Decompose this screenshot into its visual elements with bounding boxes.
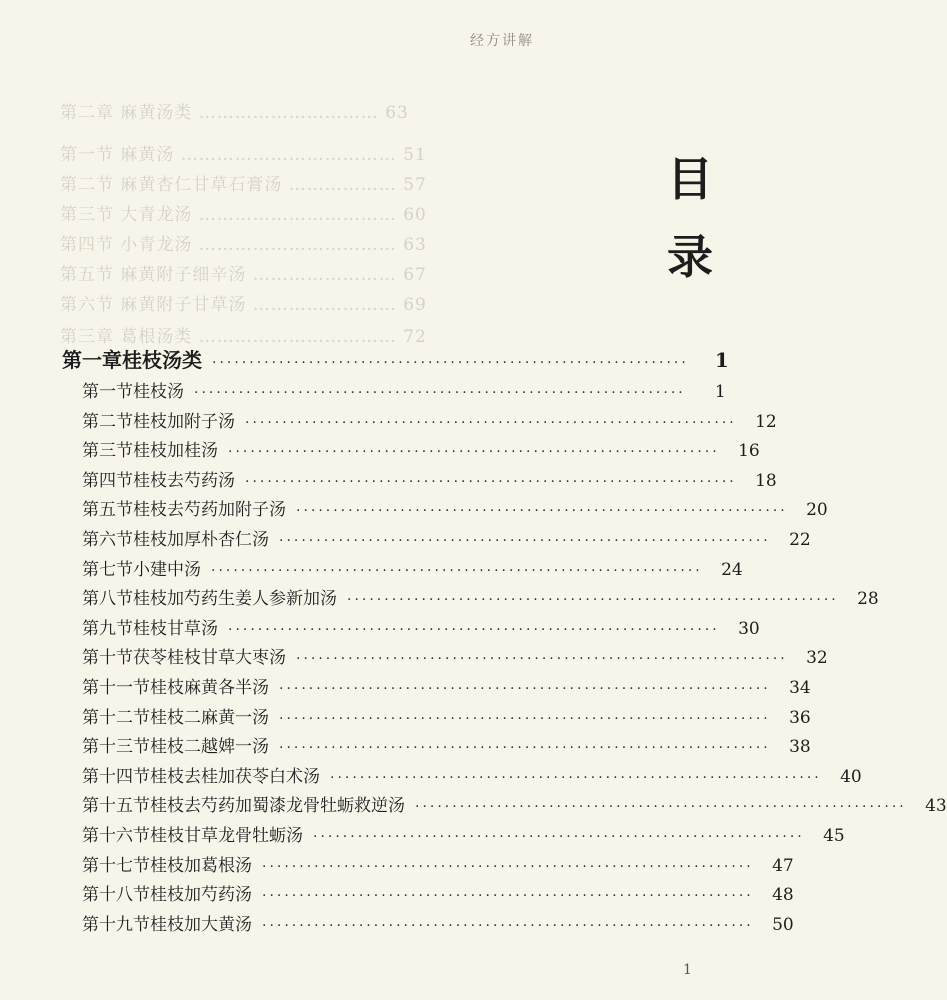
toc-section-entry[interactable] xyxy=(82,703,811,728)
toc-section-entry[interactable] xyxy=(82,555,743,580)
section-label: 第十五节 xyxy=(82,796,150,817)
section-title: 桂枝加大黄汤 xyxy=(150,914,252,935)
toc-section-entry[interactable] xyxy=(82,436,760,462)
section-title: 桂枝加芍药汤 xyxy=(150,885,252,906)
section-label: 第十九节 xyxy=(82,914,150,935)
section-label: 第六节 xyxy=(82,530,133,550)
section-label: 第十二节 xyxy=(82,707,150,728)
section-title: 桂枝加葛根汤 xyxy=(150,855,252,876)
section-page: 48 xyxy=(772,885,794,906)
ghost-line: 第三章 葛根汤类 …………………………… 72 xyxy=(60,327,427,347)
section-page: 28 xyxy=(857,589,879,610)
section-label: 第四节 xyxy=(82,470,133,491)
section-page: 45 xyxy=(823,826,845,846)
toc-section-entry[interactable] xyxy=(82,495,828,521)
section-page: 24 xyxy=(721,559,743,580)
section-page: 30 xyxy=(738,618,760,639)
dot-leader: ·································································· xyxy=(228,621,720,638)
section-title: 桂枝甘草汤 xyxy=(133,618,218,639)
section-title: 桂枝二越婢一汤 xyxy=(150,737,269,758)
dot-leader: ·································································· xyxy=(313,829,805,845)
ghost-line: 第五节 麻黄附子细辛汤 …………………… 67 xyxy=(60,265,427,285)
section-label: 第十七节 xyxy=(82,855,150,876)
dot-leader: ·································································· xyxy=(415,799,907,816)
ghost-line: 第二节 麻黄杏仁甘草石膏汤 ……………… 57 xyxy=(60,175,427,195)
toc-section-entry[interactable] xyxy=(82,466,777,491)
section-label: 第二节 xyxy=(82,411,133,432)
dot-leader: ·································································· xyxy=(245,414,737,431)
dot-leader: ·································································· xyxy=(347,592,839,609)
toc-section-entry[interactable] xyxy=(82,377,726,402)
section-title: 桂枝加芍药生姜人参新加汤 xyxy=(133,589,337,610)
toc-section-entry[interactable] xyxy=(82,643,828,669)
toc-section-entry[interactable] xyxy=(82,791,947,817)
toc-section-entry[interactable] xyxy=(82,732,811,758)
dot-leader: ·································································· xyxy=(330,769,822,786)
section-title: 桂枝去桂加茯苓白术汤 xyxy=(150,766,320,787)
section-page: 22 xyxy=(789,530,811,550)
section-label: 第十节 xyxy=(82,648,133,669)
section-title: 桂枝二麻黄一汤 xyxy=(150,707,269,728)
section-label: 第十一节 xyxy=(82,678,150,698)
section-title: 小建中汤 xyxy=(133,559,201,580)
section-page: 18 xyxy=(755,470,777,491)
section-page: 50 xyxy=(772,914,794,935)
section-page: 20 xyxy=(806,500,828,521)
section-title: 桂枝去芍药加蜀漆龙骨牡蛎救逆汤 xyxy=(150,796,405,817)
section-page: 47 xyxy=(772,855,794,876)
section-label: 第十八节 xyxy=(82,885,150,906)
dot-leader: ·································································· xyxy=(211,562,703,579)
dot-leader: ·································································· xyxy=(228,444,720,461)
page-number: 1 xyxy=(683,962,692,978)
dot-leader: ·································································· xyxy=(296,651,788,668)
toc-section-entry[interactable] xyxy=(82,762,862,787)
toc-title-char: 录 xyxy=(667,230,713,284)
section-page: 38 xyxy=(789,737,811,758)
dot-leader: ·································································· xyxy=(262,917,754,934)
toc-section-entry[interactable] xyxy=(82,673,811,698)
ghost-line: 第四节 小青龙汤 …………………………… 63 xyxy=(60,235,427,255)
section-label: 第五节 xyxy=(82,500,133,521)
dot-leader: ·································································· xyxy=(296,503,788,520)
section-title: 桂枝加桂汤 xyxy=(133,441,218,462)
section-title: 桂枝麻黄各半汤 xyxy=(150,678,269,698)
toc-section-entry[interactable] xyxy=(82,880,794,906)
toc-section-entry[interactable] xyxy=(82,821,845,846)
section-page: 1 xyxy=(714,382,726,402)
section-title: 桂枝甘草龙骨牡蛎汤 xyxy=(150,826,303,846)
section-page: 40 xyxy=(840,766,862,787)
dot-leader: ·································································· xyxy=(262,888,754,905)
ghost-line: 第三节 大青龙汤 …………………………… 60 xyxy=(60,205,427,225)
ghost-line: 第六节 麻黄附子甘草汤 …………………… 69 xyxy=(60,295,427,315)
dot-leader: ·································································· xyxy=(194,385,686,401)
toc-section-entry[interactable] xyxy=(82,525,811,550)
toc-title xyxy=(660,140,720,296)
section-title: 茯苓桂枝甘草大枣汤 xyxy=(133,648,286,669)
dot-leader: ·································································· xyxy=(279,533,771,549)
section-title: 桂枝去芍药加附子汤 xyxy=(133,500,286,521)
ghost-line: 第一节 麻黄汤 ……………………………… 51 xyxy=(60,145,427,165)
section-page: 12 xyxy=(755,411,777,432)
dot-leader: ·································································· xyxy=(279,681,771,697)
section-label: 第八节 xyxy=(82,589,133,610)
section-page: 34 xyxy=(789,678,811,698)
toc-section-entry[interactable] xyxy=(82,407,777,432)
chapter-page: 1 xyxy=(714,348,729,372)
toc-section-entry[interactable] xyxy=(82,614,760,639)
ghost-line: 第二章 麻黄汤类 ………………………… 63 xyxy=(60,103,409,123)
toc-section-entry[interactable] xyxy=(82,584,879,610)
dot-leader: ·································································· xyxy=(279,740,771,757)
section-title: 桂枝汤 xyxy=(133,382,184,402)
running-header: 经方讲解 xyxy=(470,33,534,49)
section-label: 第十四节 xyxy=(82,766,150,787)
chapter-label: 第一章 xyxy=(62,348,122,372)
section-label: 第九节 xyxy=(82,618,133,639)
section-page: 43 xyxy=(925,796,947,817)
dot-leader: ·································································· xyxy=(279,710,771,727)
dot-leader: ································································ xyxy=(212,355,689,371)
chapter-name: 桂枝汤类 xyxy=(122,348,202,372)
section-title: 桂枝加附子汤 xyxy=(133,411,235,432)
section-label: 第七节 xyxy=(82,559,133,580)
section-label: 第十三节 xyxy=(82,737,150,758)
chapter-entry[interactable] xyxy=(62,344,729,373)
toc-section-entry[interactable] xyxy=(82,910,794,935)
section-page: 32 xyxy=(806,648,828,669)
section-title: 桂枝去芍药汤 xyxy=(133,470,235,491)
section-label: 第十六节 xyxy=(82,826,150,846)
section-title: 桂枝加厚朴杏仁汤 xyxy=(133,530,269,550)
section-page: 36 xyxy=(789,707,811,728)
section-label: 第一节 xyxy=(82,382,133,402)
section-label: 第三节 xyxy=(82,441,133,462)
toc-title-char: 目 xyxy=(667,152,713,206)
dot-leader: ·································································· xyxy=(262,858,754,875)
dot-leader: ·································································· xyxy=(245,473,737,490)
toc-section-entry[interactable] xyxy=(82,851,794,876)
section-page: 16 xyxy=(738,441,760,462)
